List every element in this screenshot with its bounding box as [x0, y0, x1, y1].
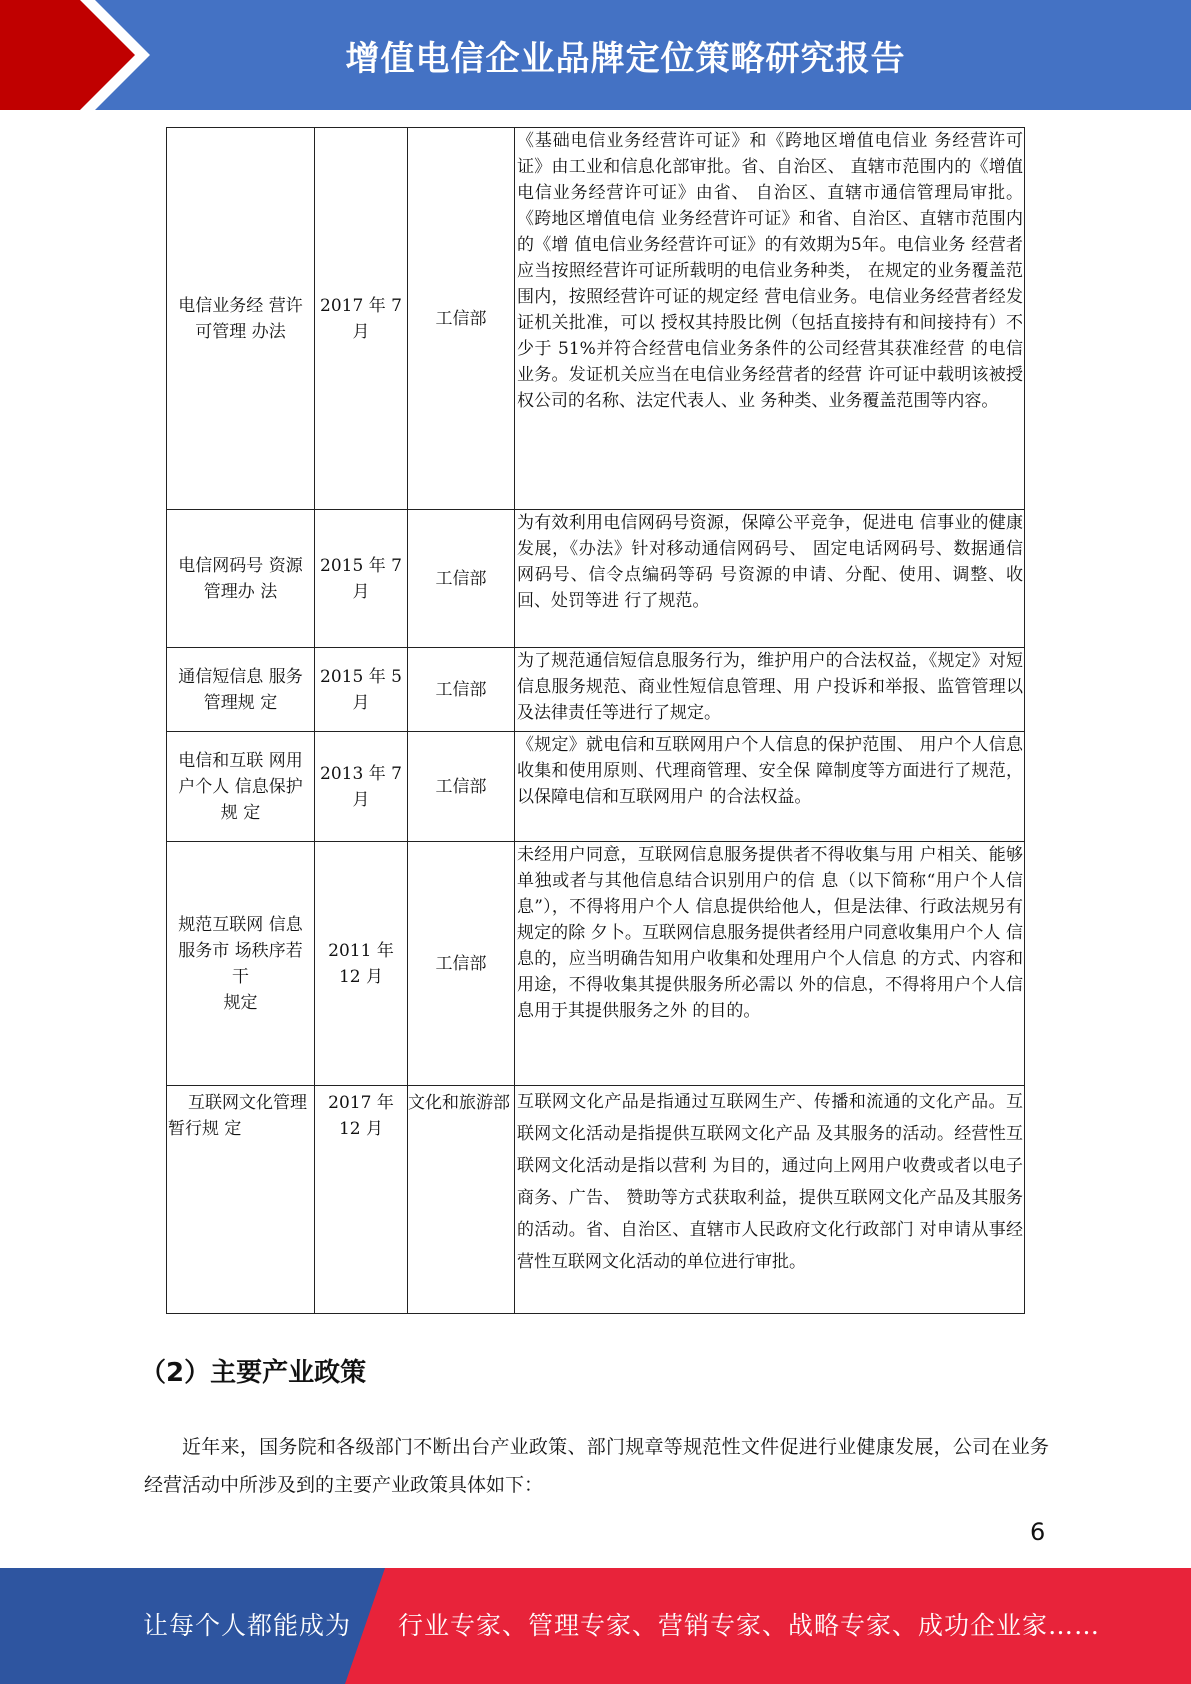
regulation-description: 《基础电信业务经营许可证》和《跨地区增值电信业 务经营许可证》由工业和信息化部审批。省、自治区、 直辖市范围内的《增值电信业务经营许可证》由省、 自治区、直辖市通信管理局审批。《跨地区增值电信 业务经营许可证》和省、自治区、直辖市范围内的《增 值电信业务经营许可证》的有效期为5年。电信业务 经营者应当按照经营许可证所载明的电信业务种类， 在规定的业务覆盖范围内，按照经营许可证的规定经 营电信业务。电信业务经营者经发证机关批准，可以 授权其持股比例（包括直接持有和间接持有）不少于 51%并符合经营电信业务条件的公司经营其获准经营 的电信业务。发证机关应当在电信业务经营者的经营 许可证中载明该被授权公司的名称、法定代表人、业 务种类、业务覆盖范围等内容。: [515, 128, 1025, 510]
regulation-department: 文化和旅游部: [408, 1086, 515, 1314]
regulation-date: 2015 年 7 月: [315, 510, 408, 648]
page-header: [0, 0, 1191, 110]
regulation-date: 2013 年 7 月: [315, 732, 408, 842]
table-row: [167, 510, 1025, 648]
footer-slogan-right: 行业专家、管理专家、营销专家、战略专家、成功企业家……: [398, 1611, 1101, 1640]
footer-slogan-left: 让每个人都能成为: [143, 1611, 352, 1640]
regulation-date: 2011 年 12 月: [315, 842, 408, 1086]
table-row: [167, 128, 1025, 510]
body-paragraph: 近年来，国务院和各级部门不断出台产业政策、部门规章等规范性文件促进行业健康发展，公司在业务经营活动中所涉及到的主要产业政策具体如下：: [144, 1436, 1049, 1496]
regulation-name: 规范互联网 信息服务市 场秩序若干 规定: [167, 842, 315, 1086]
table-row: [167, 648, 1025, 732]
regulation-name: 电信业务经 营许可管理 办法: [167, 128, 315, 510]
regulation-department: 工信部: [408, 842, 515, 1086]
regulation-department: 工信部: [408, 510, 515, 648]
regulation-name: 通信短信息 服务管理规 定: [167, 648, 315, 732]
regulation-description: 为了规范通信短信息服务行为，维护用户的合法权益，《规定》对短信息服务规范、商业性短信息管理、用 户投诉和举报、监管管理以及法律责任等进行了规定。: [515, 648, 1025, 732]
regulation-name: 电信和互联 网用户个人 信息保护规 定: [167, 732, 315, 842]
regulation-date: 2015 年 5 月: [315, 648, 408, 732]
regulation-description: 未经用户同意，互联网信息服务提供者不得收集与用 户相关、能够单独或者与其他信息结合识别用户的信 息（以下简称“用户个人信息”），不得将用户个人 信息提供给他人，但是法律、行政法规另有规定的除 夕卜。互联网信息服务提供者经用户同意收集用户个人 信息的，应当明确告知用户收集和处理用户个人信息 的方式、内容和用途，不得收集其提供服务所必需以 外的信息，不得将用户个人信息用于其提供服务之外 的目的。: [515, 842, 1025, 1086]
page-footer: [0, 1568, 1191, 1684]
document-title: 增值电信企业品牌定位策略研究报告: [345, 38, 906, 79]
regulation-description: 《规定》就电信和互联网用户个人信息的保护范围、 用户个人信息收集和使用原则、代理商管理、安全保 障制度等方面进行了规范，以保障电信和互联网用户 的合法权益。: [515, 732, 1025, 842]
regulation-department: 工信部: [408, 648, 515, 732]
regulations-table: [166, 127, 1025, 1314]
table-row: [167, 1086, 1025, 1314]
table-row: [167, 732, 1025, 842]
regulation-description: 互联网文化产品是指通过互联网生产、传播和流通的文化产品。互联网文化活动是指提供互联网文化产品 及其服务的活动。经营性互联网文化活动是指以营利 为目的，通过向上网用户收费或者以电子商务、广告、 赞助等方式获取利益，提供互联网文化产品及其服务 的活动。省、自治区、直辖市人民政府文化行政部门 对申请从事经营性互联网文化活动的单位进行审批。: [515, 1086, 1025, 1314]
section-heading: （2）主要产业政策: [140, 1358, 367, 1388]
table-row: [167, 842, 1025, 1086]
regulation-name: 电信网码号 资源管理办 法: [167, 510, 315, 648]
page-number: 6: [1030, 1518, 1046, 1546]
regulation-name: 互联网文化管理暂行规 定: [167, 1086, 315, 1314]
regulation-department: 工信部: [408, 128, 515, 510]
regulation-date: 2017 年 12 月: [315, 1086, 408, 1314]
regulation-description: 为有效利用电信网码号资源，保障公平竞争，促进电 信事业的健康发展，《办法》针对移动通信网码号、 固定电话网码号、数据通信网码号、信令点编码等码 号资源的申请、分配、使用、调整、收回、处罚等进 行了规范。: [515, 510, 1025, 648]
regulation-date: 2017 年 7 月: [315, 128, 408, 510]
regulation-department: 工信部: [408, 732, 515, 842]
